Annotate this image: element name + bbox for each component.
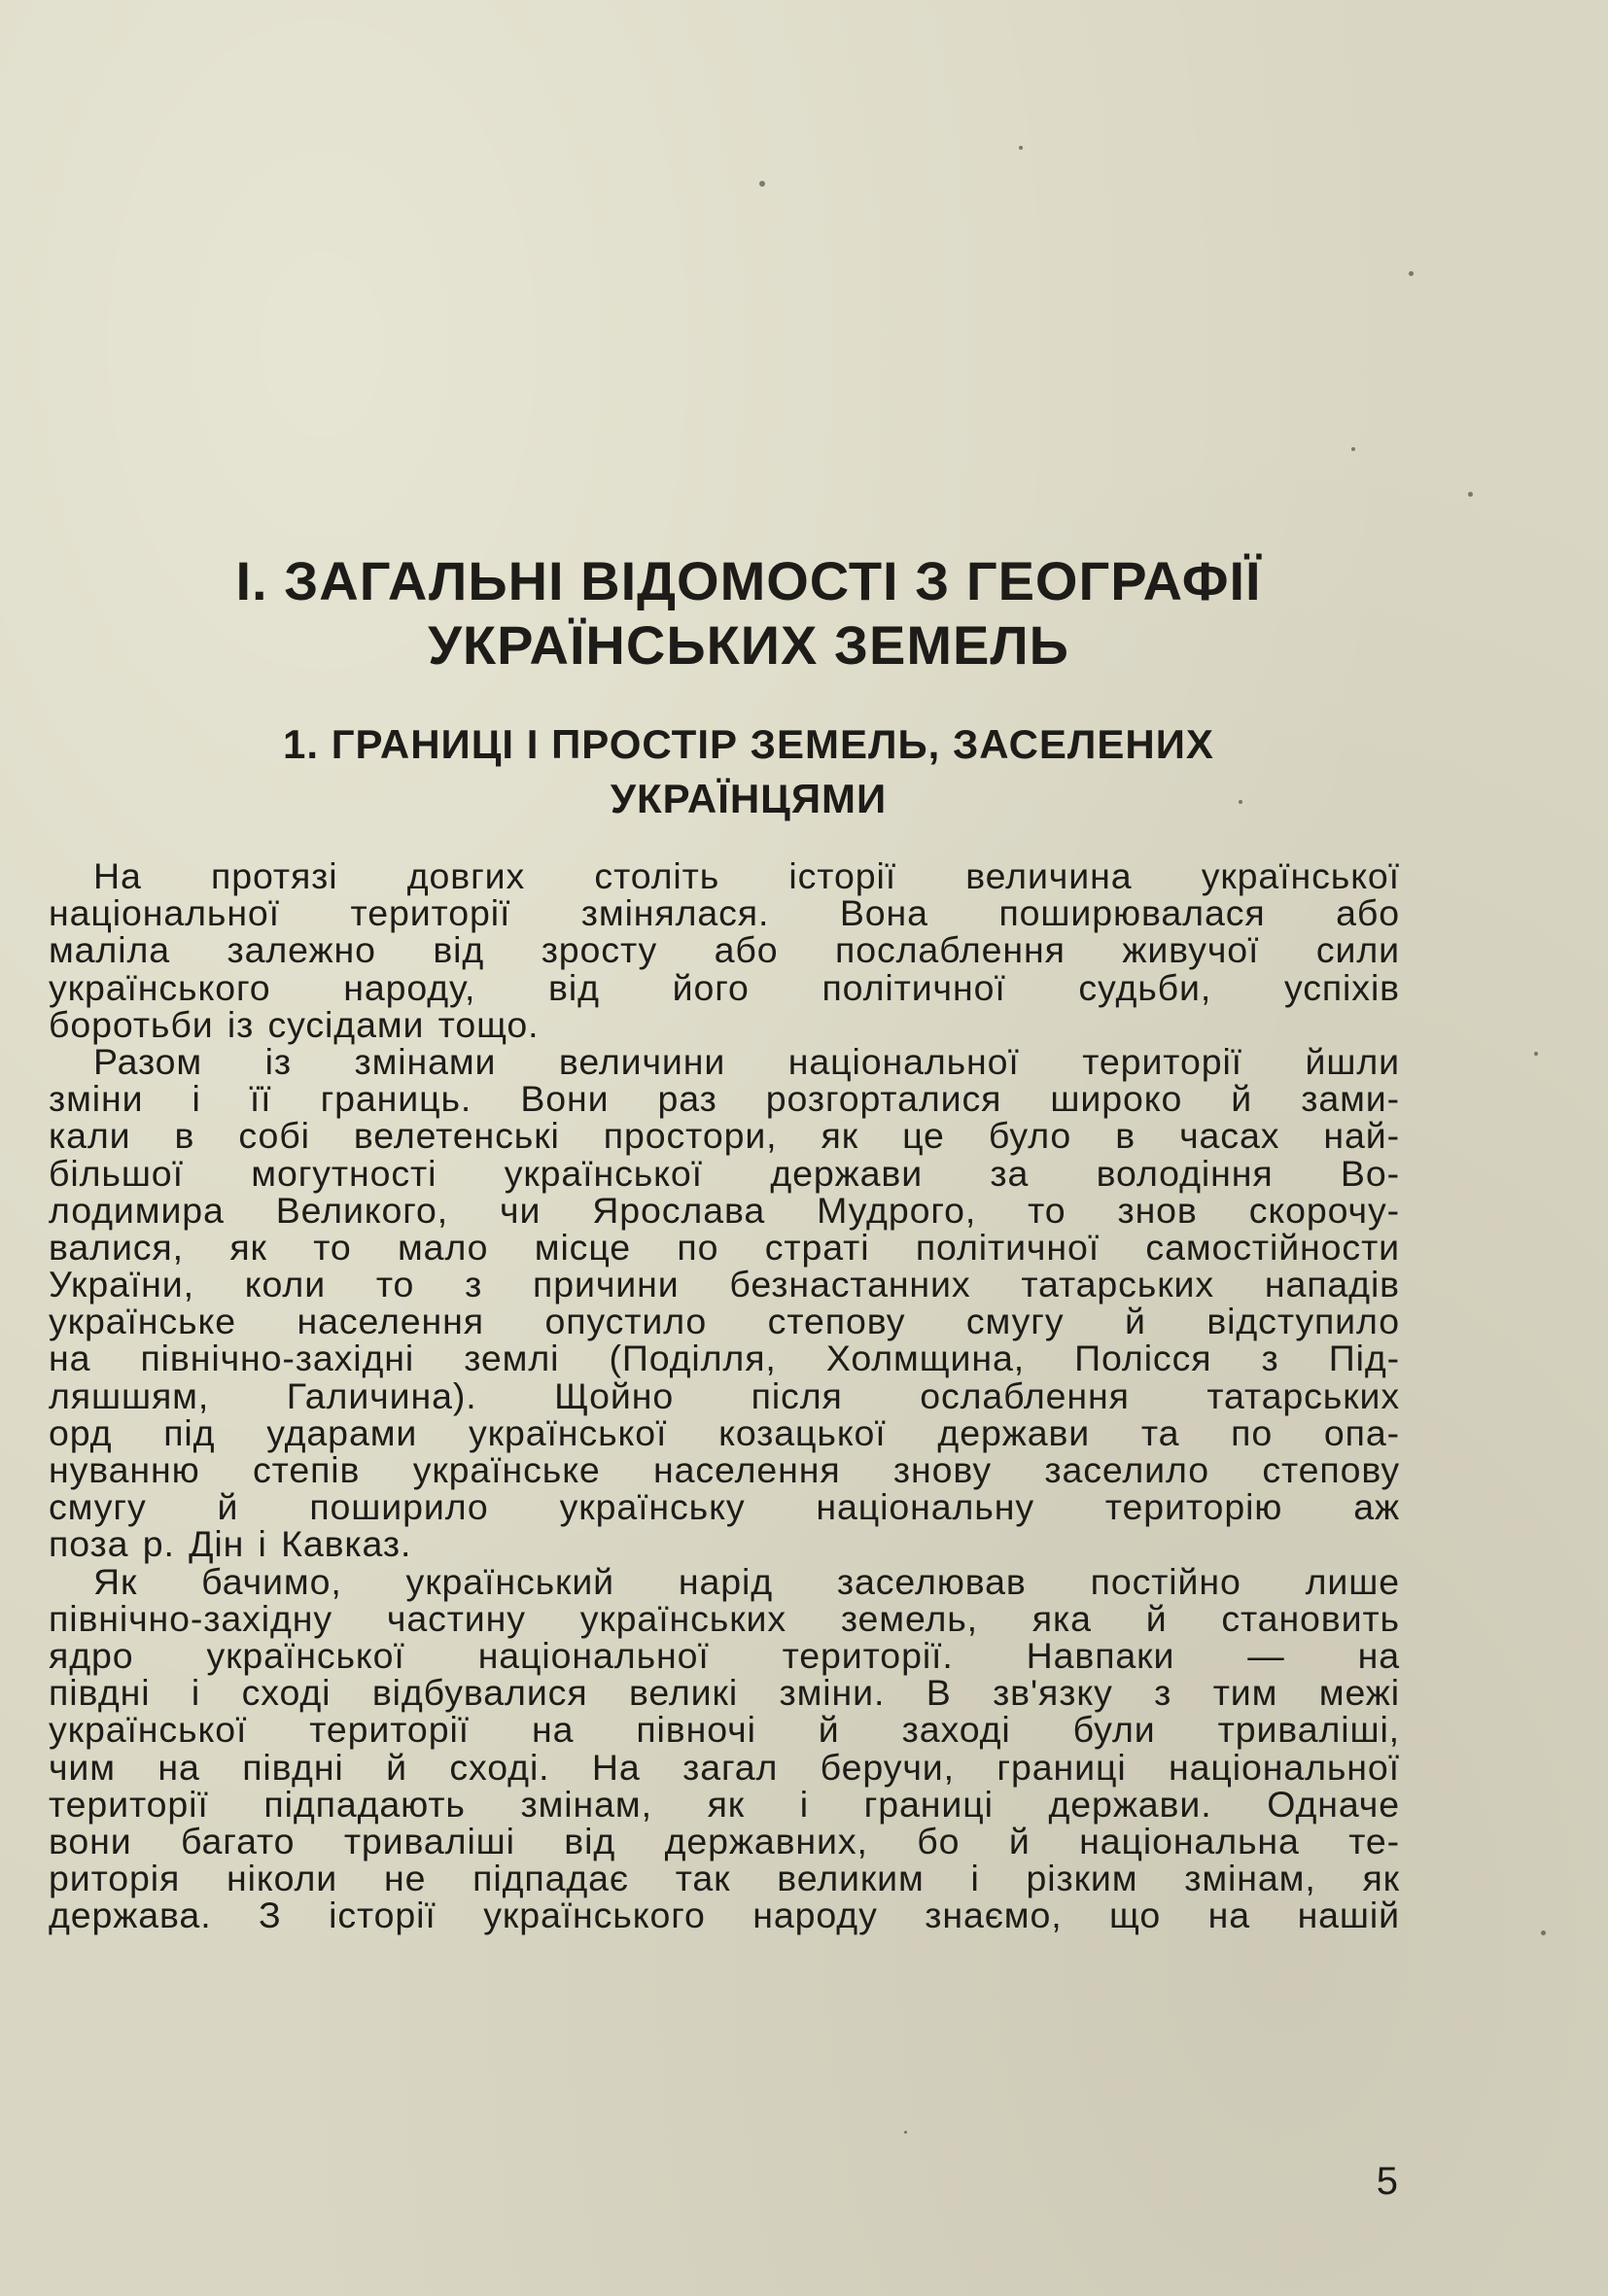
print-speck [904,2131,907,2134]
text-line: півдні і сході відбувалися великі зміни. В зв'язку з тим межі [49,1672,1400,1714]
text-line: нуванню степів українське населення знову заселило степову [49,1449,1400,1490]
text-line: смугу й поширило українську національну територію аж [49,1486,1400,1528]
text-line: більшої могутності української держави за володіння Во- [49,1152,1400,1194]
text-line: північно-західну частину українських земель, яка й становить [49,1597,1400,1639]
section-title-line: 1. ГРАНИЦІ І ПРОСТІР ЗЕМЕЛЬ, ЗАСЕЛЕНИХ [283,721,1214,767]
print-speck [1409,271,1414,276]
text-line: на північно-західні землі (Поділля, Холмщина, Полісся з Під- [49,1338,1400,1379]
text-line: валися, як то мало місце по страті політичної самостійности [49,1226,1400,1268]
text-line: вони багато триваліші від державних, бо й національна те- [49,1820,1400,1861]
print-speck [1534,1052,1538,1056]
text-line: На протязі довгих століть історії величина української [93,855,1400,896]
section-title [165,717,1332,826]
text-line: боротьби із сусідами тощо. [49,1003,540,1045]
text-line: території підпадають змінам, як і границі держави. Одначе [49,1783,1400,1825]
text-line: ляшшям, Галичина). Щойно після ослаблення татарських [49,1374,1400,1416]
section-title-line: УКРАЇНЦЯМИ [610,776,888,821]
text-line: зміни і її границь. Вони раз розгорталися широко й зами- [49,1078,1400,1120]
text-line: лодимира Великого, чи Ярослава Мудрого, то знов скорочу- [49,1189,1400,1231]
text-line: риторія ніколи не підпадає так великим і різким змінам, як [49,1858,1400,1899]
text-line: української території на півночі й заході були триваліші, [49,1709,1400,1751]
chapter-title-line: УКРАЇНСЬКИХ ЗЕМЕЛЬ [428,614,1069,676]
text-line: держава. З історії українського народу знаємо, що на нашій [49,1895,1400,1936]
chapter-title-line: I. ЗАГАЛЬНІ ВІДОМОСТІ З ГЕОГРАФІЇ [235,550,1262,611]
print-speck [1541,1931,1546,1935]
body-text [49,855,1400,1936]
chapter-title [146,549,1351,678]
text-line: Як бачимо, український нарід заселював постійно лише [93,1560,1400,1602]
print-speck [759,181,765,187]
text-line: України, коли то з причини безнастанних татарських нападів [49,1264,1400,1305]
print-speck [1351,447,1355,451]
text-line: національної території змінялася. Вона поширювалася або [49,892,1400,934]
print-speck [1019,146,1023,150]
text-line: ядро української національної території. Навпаки — на [49,1634,1400,1676]
text-line: маліла залежно від зросту або послаблення живучої сили [49,929,1400,971]
text-line: українське населення опустило степову смугу й відступило [49,1301,1400,1342]
print-speck [1468,492,1473,497]
text-line: чим на півдні й сході. На загал беручи, границі національної [49,1746,1400,1788]
text-line: українського народу, від його політичної судьби, успіхів [49,966,1400,1008]
text-line: Разом із змінами величини національної території йшли [93,1040,1400,1082]
text-line: орд під ударами української козацької держави та по опа- [49,1411,1400,1453]
page-number: 5 [1376,2160,1398,2203]
text-line: поза р. Дін і Кавказ. [49,1523,412,1565]
text-line: кали в собі велетенські простори, як це було в часах най- [49,1115,1400,1157]
